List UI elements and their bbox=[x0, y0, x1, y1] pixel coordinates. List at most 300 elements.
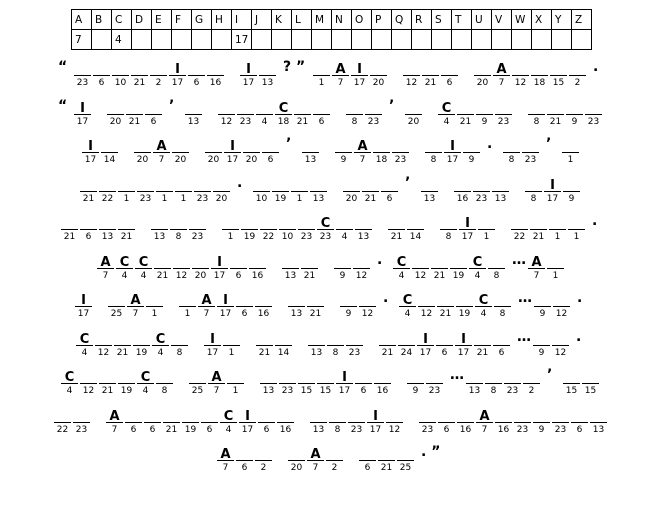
slot-number: 17 bbox=[241, 424, 254, 435]
key-value-v[interactable] bbox=[492, 30, 512, 50]
letter-slot[interactable] bbox=[561, 135, 580, 165]
letter-slot[interactable] bbox=[309, 405, 328, 435]
letter-slot[interactable] bbox=[193, 174, 212, 204]
letter-slot[interactable] bbox=[105, 405, 124, 435]
letter-slot[interactable] bbox=[424, 135, 443, 165]
letter-slot[interactable] bbox=[206, 58, 225, 88]
slot-number: 21 bbox=[258, 347, 271, 358]
letter-slot[interactable] bbox=[252, 174, 271, 204]
letter-slot[interactable] bbox=[203, 328, 222, 358]
letter-slot[interactable] bbox=[513, 405, 532, 435]
letter-slot[interactable] bbox=[81, 135, 100, 165]
letter-slot[interactable] bbox=[385, 405, 404, 435]
letter-slot[interactable] bbox=[130, 58, 149, 88]
letter-slot[interactable] bbox=[326, 328, 345, 358]
letter-slot[interactable] bbox=[354, 366, 373, 396]
letter-slot[interactable] bbox=[339, 289, 358, 319]
letter-slot[interactable] bbox=[350, 58, 369, 88]
letter-slot[interactable] bbox=[312, 58, 331, 88]
letter-slot[interactable] bbox=[98, 366, 117, 396]
letter-slot[interactable] bbox=[430, 251, 449, 281]
letter-slot[interactable] bbox=[79, 174, 98, 204]
letter-slot[interactable] bbox=[136, 174, 155, 204]
key-value-j[interactable] bbox=[252, 30, 272, 50]
letter-slot[interactable] bbox=[239, 58, 258, 88]
slot-number: 21 bbox=[82, 193, 95, 204]
slot-number: 13 bbox=[357, 232, 370, 242]
letter-slot[interactable] bbox=[562, 366, 581, 396]
letter-slot[interactable] bbox=[216, 289, 235, 319]
letter-slot[interactable] bbox=[259, 212, 278, 242]
letter-slot[interactable] bbox=[111, 58, 130, 88]
letter-slot[interactable] bbox=[533, 289, 552, 319]
key-value-o[interactable] bbox=[352, 30, 372, 50]
slot-underline bbox=[156, 191, 173, 192]
letter-slot[interactable] bbox=[468, 251, 487, 281]
letter-slot[interactable] bbox=[455, 289, 474, 319]
letter-slot[interactable] bbox=[440, 58, 459, 88]
slot-underline bbox=[474, 75, 491, 76]
punctuation: . ” bbox=[421, 444, 441, 460]
letter-slot[interactable] bbox=[475, 405, 494, 435]
letter-slot[interactable] bbox=[392, 251, 411, 281]
letter-slot[interactable] bbox=[377, 443, 396, 473]
slot-underline bbox=[370, 75, 387, 76]
letter-slot[interactable] bbox=[568, 58, 587, 88]
letter-slot[interactable] bbox=[72, 405, 91, 435]
letter-slot[interactable] bbox=[174, 174, 193, 204]
key-value-e[interactable] bbox=[152, 30, 172, 50]
letter-slot[interactable] bbox=[79, 212, 98, 242]
slot-letter: C bbox=[155, 331, 166, 347]
letter-slot[interactable] bbox=[472, 174, 491, 204]
letter-slot[interactable] bbox=[475, 97, 494, 127]
letter-slot[interactable] bbox=[126, 289, 145, 319]
letter-slot[interactable] bbox=[155, 366, 174, 396]
letter-slot[interactable] bbox=[524, 174, 543, 204]
letter-slot[interactable] bbox=[567, 212, 586, 242]
letter-slot[interactable] bbox=[155, 174, 174, 204]
letter-slot[interactable] bbox=[552, 289, 571, 319]
slot-underline bbox=[327, 345, 344, 346]
letter-slot[interactable] bbox=[316, 366, 335, 396]
letter-slot[interactable] bbox=[117, 174, 136, 204]
letter-slot[interactable] bbox=[435, 328, 454, 358]
key-value-n[interactable] bbox=[332, 30, 352, 50]
letter-slot[interactable] bbox=[197, 289, 216, 319]
letter-slot[interactable] bbox=[212, 174, 231, 204]
letter-slot[interactable] bbox=[168, 58, 187, 88]
letter-slot[interactable] bbox=[171, 135, 190, 165]
letter-slot[interactable] bbox=[406, 366, 425, 396]
letter-slot[interactable] bbox=[235, 289, 254, 319]
letter-slot[interactable] bbox=[312, 97, 331, 127]
slot-number: 17 bbox=[242, 78, 255, 88]
letter-slot[interactable] bbox=[240, 212, 259, 242]
slot-underline bbox=[255, 306, 272, 307]
letter-slot[interactable] bbox=[221, 212, 240, 242]
letter-slot[interactable] bbox=[204, 135, 223, 165]
letter-slot[interactable] bbox=[387, 212, 406, 242]
letter-slot[interactable] bbox=[369, 58, 388, 88]
letter-slot[interactable] bbox=[258, 58, 277, 88]
letter-slot[interactable] bbox=[532, 405, 551, 435]
letter-slot[interactable] bbox=[278, 212, 297, 242]
letter-slot[interactable] bbox=[170, 328, 189, 358]
letter-slot[interactable] bbox=[398, 289, 417, 319]
slot-underline bbox=[511, 229, 528, 230]
letter-slot[interactable] bbox=[236, 97, 255, 127]
key-value-d[interactable] bbox=[132, 30, 152, 50]
slot-number: 14 bbox=[103, 155, 116, 165]
slot-letter: A bbox=[201, 293, 212, 308]
letter-slot[interactable] bbox=[417, 289, 436, 319]
key-letter-i: I bbox=[232, 10, 252, 30]
letter-slot[interactable] bbox=[162, 405, 181, 435]
letter-slot[interactable] bbox=[281, 251, 300, 281]
letter-slot[interactable] bbox=[502, 135, 521, 165]
letter-slot[interactable] bbox=[347, 405, 366, 435]
letter-slot[interactable] bbox=[306, 289, 325, 319]
key-value-f[interactable] bbox=[172, 30, 192, 50]
letter-slot[interactable] bbox=[94, 328, 113, 358]
letter-slot[interactable] bbox=[149, 58, 168, 88]
letter-slot[interactable] bbox=[143, 405, 162, 435]
letter-slot[interactable] bbox=[402, 58, 421, 88]
key-value-l[interactable] bbox=[292, 30, 312, 50]
letter-slot[interactable] bbox=[278, 366, 297, 396]
letter-slot[interactable] bbox=[474, 289, 493, 319]
slot-number: 21 bbox=[433, 270, 446, 281]
letter-slot[interactable] bbox=[274, 97, 293, 127]
letter-slot[interactable] bbox=[404, 97, 423, 127]
letter-slot[interactable] bbox=[152, 135, 171, 165]
letter-slot[interactable] bbox=[132, 328, 151, 358]
letter-slot[interactable] bbox=[373, 366, 392, 396]
letter-slot[interactable] bbox=[242, 135, 261, 165]
letter-slot[interactable] bbox=[411, 251, 430, 281]
slot-number: 8 bbox=[161, 386, 168, 396]
letter-slot[interactable] bbox=[248, 251, 267, 281]
letter-slot[interactable] bbox=[200, 405, 219, 435]
letter-slot[interactable] bbox=[510, 212, 529, 242]
letter-slot[interactable] bbox=[223, 135, 242, 165]
letter-slot[interactable] bbox=[462, 135, 481, 165]
letter-slot[interactable] bbox=[271, 174, 290, 204]
letter-slot[interactable] bbox=[53, 405, 72, 435]
letter-slot[interactable] bbox=[492, 328, 511, 358]
letter-slot[interactable] bbox=[353, 135, 372, 165]
letter-slot[interactable] bbox=[352, 251, 371, 281]
letter-slot[interactable] bbox=[153, 251, 172, 281]
letter-slot[interactable] bbox=[276, 405, 295, 435]
letter-slot[interactable] bbox=[436, 289, 455, 319]
letter-slot[interactable] bbox=[420, 174, 439, 204]
letter-slot[interactable] bbox=[96, 251, 115, 281]
slot-underline bbox=[340, 306, 357, 307]
letter-slot[interactable] bbox=[261, 135, 280, 165]
letter-slot[interactable] bbox=[172, 251, 191, 281]
slot-letter: I bbox=[210, 331, 215, 347]
letter-slot[interactable] bbox=[358, 289, 377, 319]
letter-slot[interactable] bbox=[521, 135, 540, 165]
letter-slot[interactable] bbox=[530, 58, 549, 88]
letter-slot[interactable] bbox=[361, 174, 380, 204]
slot-underline bbox=[118, 191, 135, 192]
letter-slot[interactable] bbox=[115, 251, 134, 281]
letter-slot[interactable] bbox=[391, 135, 410, 165]
letter-slot[interactable] bbox=[181, 405, 200, 435]
letter-slot[interactable] bbox=[133, 135, 152, 165]
letter-slot[interactable] bbox=[187, 58, 206, 88]
slot-underline bbox=[151, 229, 168, 230]
letter-slot[interactable] bbox=[210, 251, 229, 281]
letter-slot[interactable] bbox=[219, 405, 238, 435]
letter-slot[interactable] bbox=[238, 405, 257, 435]
letter-slot[interactable] bbox=[188, 366, 207, 396]
key-value-t[interactable] bbox=[452, 30, 472, 50]
letter-slot[interactable] bbox=[113, 328, 132, 358]
letter-slot[interactable] bbox=[581, 366, 600, 396]
letter-slot[interactable] bbox=[418, 405, 437, 435]
letter-slot[interactable] bbox=[117, 366, 136, 396]
key-value-q[interactable] bbox=[392, 30, 412, 50]
slot-number: 23 bbox=[350, 424, 363, 435]
letter-slot[interactable] bbox=[491, 174, 510, 204]
key-value-u[interactable] bbox=[472, 30, 492, 50]
key-value-x[interactable] bbox=[532, 30, 552, 50]
letter-slot[interactable] bbox=[421, 58, 440, 88]
letter-slot[interactable] bbox=[75, 328, 94, 358]
letter-slot[interactable] bbox=[335, 212, 354, 242]
letter-slot[interactable] bbox=[207, 366, 226, 396]
letter-slot[interactable] bbox=[443, 135, 462, 165]
letter-slot[interactable] bbox=[144, 97, 163, 127]
letter-slot[interactable] bbox=[546, 251, 565, 281]
letter-slot[interactable] bbox=[136, 366, 155, 396]
letter-slot[interactable] bbox=[380, 174, 399, 204]
letter-slot[interactable] bbox=[124, 405, 143, 435]
letter-slot[interactable] bbox=[334, 135, 353, 165]
letter-slot[interactable] bbox=[325, 443, 344, 473]
letter-slot[interactable] bbox=[107, 289, 126, 319]
letter-slot[interactable] bbox=[98, 174, 117, 204]
letter-slot[interactable] bbox=[335, 366, 354, 396]
letter-slot[interactable] bbox=[589, 405, 608, 435]
letter-slot[interactable] bbox=[477, 212, 496, 242]
letter-slot[interactable] bbox=[290, 174, 309, 204]
slot-underline bbox=[189, 229, 206, 230]
letter-slot[interactable] bbox=[527, 251, 546, 281]
key-value-r[interactable] bbox=[412, 30, 432, 50]
letter-slot[interactable] bbox=[300, 251, 319, 281]
letter-slot[interactable] bbox=[454, 328, 473, 358]
slot-underline bbox=[494, 306, 511, 307]
letter-slot[interactable] bbox=[458, 212, 477, 242]
letter-slot[interactable] bbox=[546, 97, 565, 127]
letter-slot[interactable] bbox=[425, 366, 444, 396]
letter-slot[interactable] bbox=[372, 135, 391, 165]
letter-slot[interactable] bbox=[570, 405, 589, 435]
letter-slot[interactable] bbox=[527, 97, 546, 127]
letter-slot[interactable] bbox=[92, 58, 111, 88]
letter-slot[interactable] bbox=[333, 251, 352, 281]
letter-slot[interactable] bbox=[345, 328, 364, 358]
letter-slot[interactable] bbox=[73, 58, 92, 88]
slot-underline bbox=[302, 152, 319, 153]
letter-slot[interactable] bbox=[345, 97, 364, 127]
slot-underline bbox=[185, 114, 202, 115]
letter-slot[interactable] bbox=[150, 212, 169, 242]
key-value-g[interactable] bbox=[192, 30, 212, 50]
letter-slot[interactable] bbox=[309, 174, 328, 204]
letter-slot[interactable] bbox=[306, 443, 325, 473]
letter-slot[interactable] bbox=[106, 97, 125, 127]
letter-slot[interactable] bbox=[293, 97, 312, 127]
key-value-z[interactable] bbox=[572, 30, 592, 50]
letter-slot[interactable] bbox=[396, 443, 415, 473]
letter-slot[interactable] bbox=[287, 289, 306, 319]
letter-slot[interactable] bbox=[73, 97, 92, 127]
letter-slot[interactable] bbox=[456, 405, 475, 435]
letter-slot[interactable] bbox=[188, 212, 207, 242]
letter-slot[interactable] bbox=[151, 328, 170, 358]
key-value-h[interactable] bbox=[212, 30, 232, 50]
letter-slot[interactable] bbox=[287, 443, 306, 473]
key-value-m[interactable] bbox=[312, 30, 332, 50]
letter-slot[interactable] bbox=[60, 212, 79, 242]
letter-slot[interactable] bbox=[100, 135, 119, 165]
letter-slot[interactable] bbox=[543, 174, 562, 204]
key-value-p[interactable] bbox=[372, 30, 392, 50]
letter-slot[interactable] bbox=[473, 58, 492, 88]
letter-slot[interactable] bbox=[565, 97, 584, 127]
slot-number: 8 bbox=[334, 424, 341, 435]
key-value-b[interactable] bbox=[92, 30, 112, 50]
letter-slot[interactable] bbox=[60, 366, 79, 396]
letter-slot[interactable] bbox=[551, 405, 570, 435]
letter-slot[interactable] bbox=[354, 212, 373, 242]
letter-slot[interactable] bbox=[437, 97, 456, 127]
letter-slot[interactable] bbox=[255, 97, 274, 127]
slot-number: 21 bbox=[390, 232, 403, 242]
letter-slot[interactable] bbox=[125, 97, 144, 127]
letter-slot[interactable] bbox=[254, 443, 273, 473]
letter-slot[interactable] bbox=[465, 366, 484, 396]
slot-number: 16 bbox=[257, 309, 270, 319]
slot-number: 7 bbox=[533, 270, 540, 281]
letter-slot[interactable] bbox=[331, 58, 350, 88]
letter-slot[interactable] bbox=[301, 135, 320, 165]
letter-slot[interactable] bbox=[229, 251, 248, 281]
key-value-w[interactable] bbox=[512, 30, 532, 50]
key-value-y[interactable] bbox=[552, 30, 572, 50]
letter-slot[interactable] bbox=[453, 174, 472, 204]
letter-slot[interactable] bbox=[437, 405, 456, 435]
letter-slot[interactable] bbox=[494, 97, 513, 127]
letter-slot[interactable] bbox=[217, 97, 236, 127]
slot-number: 21 bbox=[156, 270, 169, 281]
letter-slot[interactable] bbox=[584, 97, 603, 127]
letter-slot[interactable] bbox=[184, 97, 203, 127]
letter-slot[interactable] bbox=[257, 405, 276, 435]
letter-slot[interactable] bbox=[259, 366, 278, 396]
slot-letter: I bbox=[80, 100, 85, 116]
key-value-a[interactable]: 7 bbox=[72, 30, 92, 50]
letter-slot[interactable] bbox=[406, 212, 425, 242]
letter-slot[interactable] bbox=[316, 212, 335, 242]
slot-number: 6 bbox=[235, 270, 242, 281]
letter-slot[interactable] bbox=[145, 289, 164, 319]
letter-slot[interactable] bbox=[297, 366, 316, 396]
letter-slot[interactable] bbox=[511, 58, 530, 88]
letter-slot[interactable] bbox=[364, 97, 383, 127]
slot-underline bbox=[326, 460, 343, 461]
letter-slot[interactable] bbox=[503, 366, 522, 396]
letter-slot[interactable] bbox=[473, 328, 492, 358]
letter-slot[interactable] bbox=[456, 97, 475, 127]
key-value-s[interactable] bbox=[432, 30, 452, 50]
letter-slot[interactable] bbox=[397, 328, 416, 358]
letter-slot[interactable] bbox=[562, 174, 581, 204]
letter-slot[interactable] bbox=[74, 289, 93, 319]
letter-slot[interactable] bbox=[487, 251, 506, 281]
letter-slot[interactable] bbox=[255, 328, 274, 358]
letter-slot[interactable] bbox=[532, 328, 551, 358]
letter-slot[interactable] bbox=[328, 405, 347, 435]
slot-number: 15 bbox=[300, 386, 313, 396]
letter-slot[interactable] bbox=[254, 289, 273, 319]
letter-slot[interactable] bbox=[235, 443, 254, 473]
letter-slot[interactable] bbox=[216, 443, 235, 473]
letter-slot[interactable] bbox=[274, 328, 293, 358]
letter-slot[interactable] bbox=[551, 328, 570, 358]
slot-underline bbox=[367, 422, 384, 423]
letter-slot[interactable] bbox=[358, 443, 377, 473]
letter-slot[interactable] bbox=[494, 405, 513, 435]
letter-slot[interactable] bbox=[79, 366, 98, 396]
letter-slot[interactable] bbox=[297, 212, 316, 242]
letter-slot[interactable] bbox=[493, 289, 512, 319]
letter-slot[interactable] bbox=[226, 366, 245, 396]
slot-number: 6 bbox=[149, 424, 156, 435]
letter-slot[interactable] bbox=[529, 212, 548, 242]
letter-slot[interactable] bbox=[439, 212, 458, 242]
letter-slot[interactable] bbox=[416, 328, 435, 358]
letter-slot[interactable] bbox=[342, 174, 361, 204]
letter-slot[interactable] bbox=[178, 289, 197, 319]
letter-slot[interactable] bbox=[378, 328, 397, 358]
letter-slot[interactable] bbox=[492, 58, 511, 88]
key-value-c[interactable]: 4 bbox=[112, 30, 132, 50]
letter-slot[interactable] bbox=[134, 251, 153, 281]
slot-number: 4 bbox=[142, 386, 149, 396]
letter-slot[interactable] bbox=[169, 212, 188, 242]
key-value-k[interactable] bbox=[272, 30, 292, 50]
letter-slot[interactable] bbox=[222, 328, 241, 358]
letter-slot[interactable] bbox=[366, 405, 385, 435]
letter-slot[interactable] bbox=[548, 212, 567, 242]
key-value-i[interactable]: 17 bbox=[232, 30, 252, 50]
letter-slot[interactable] bbox=[307, 328, 326, 358]
letter-slot[interactable] bbox=[98, 212, 117, 242]
letter-slot[interactable] bbox=[522, 366, 541, 396]
letter-slot[interactable] bbox=[117, 212, 136, 242]
letter-slot[interactable] bbox=[549, 58, 568, 88]
letter-slot[interactable] bbox=[449, 251, 468, 281]
letter-slot[interactable] bbox=[191, 251, 210, 281]
letter-slot[interactable] bbox=[484, 366, 503, 396]
